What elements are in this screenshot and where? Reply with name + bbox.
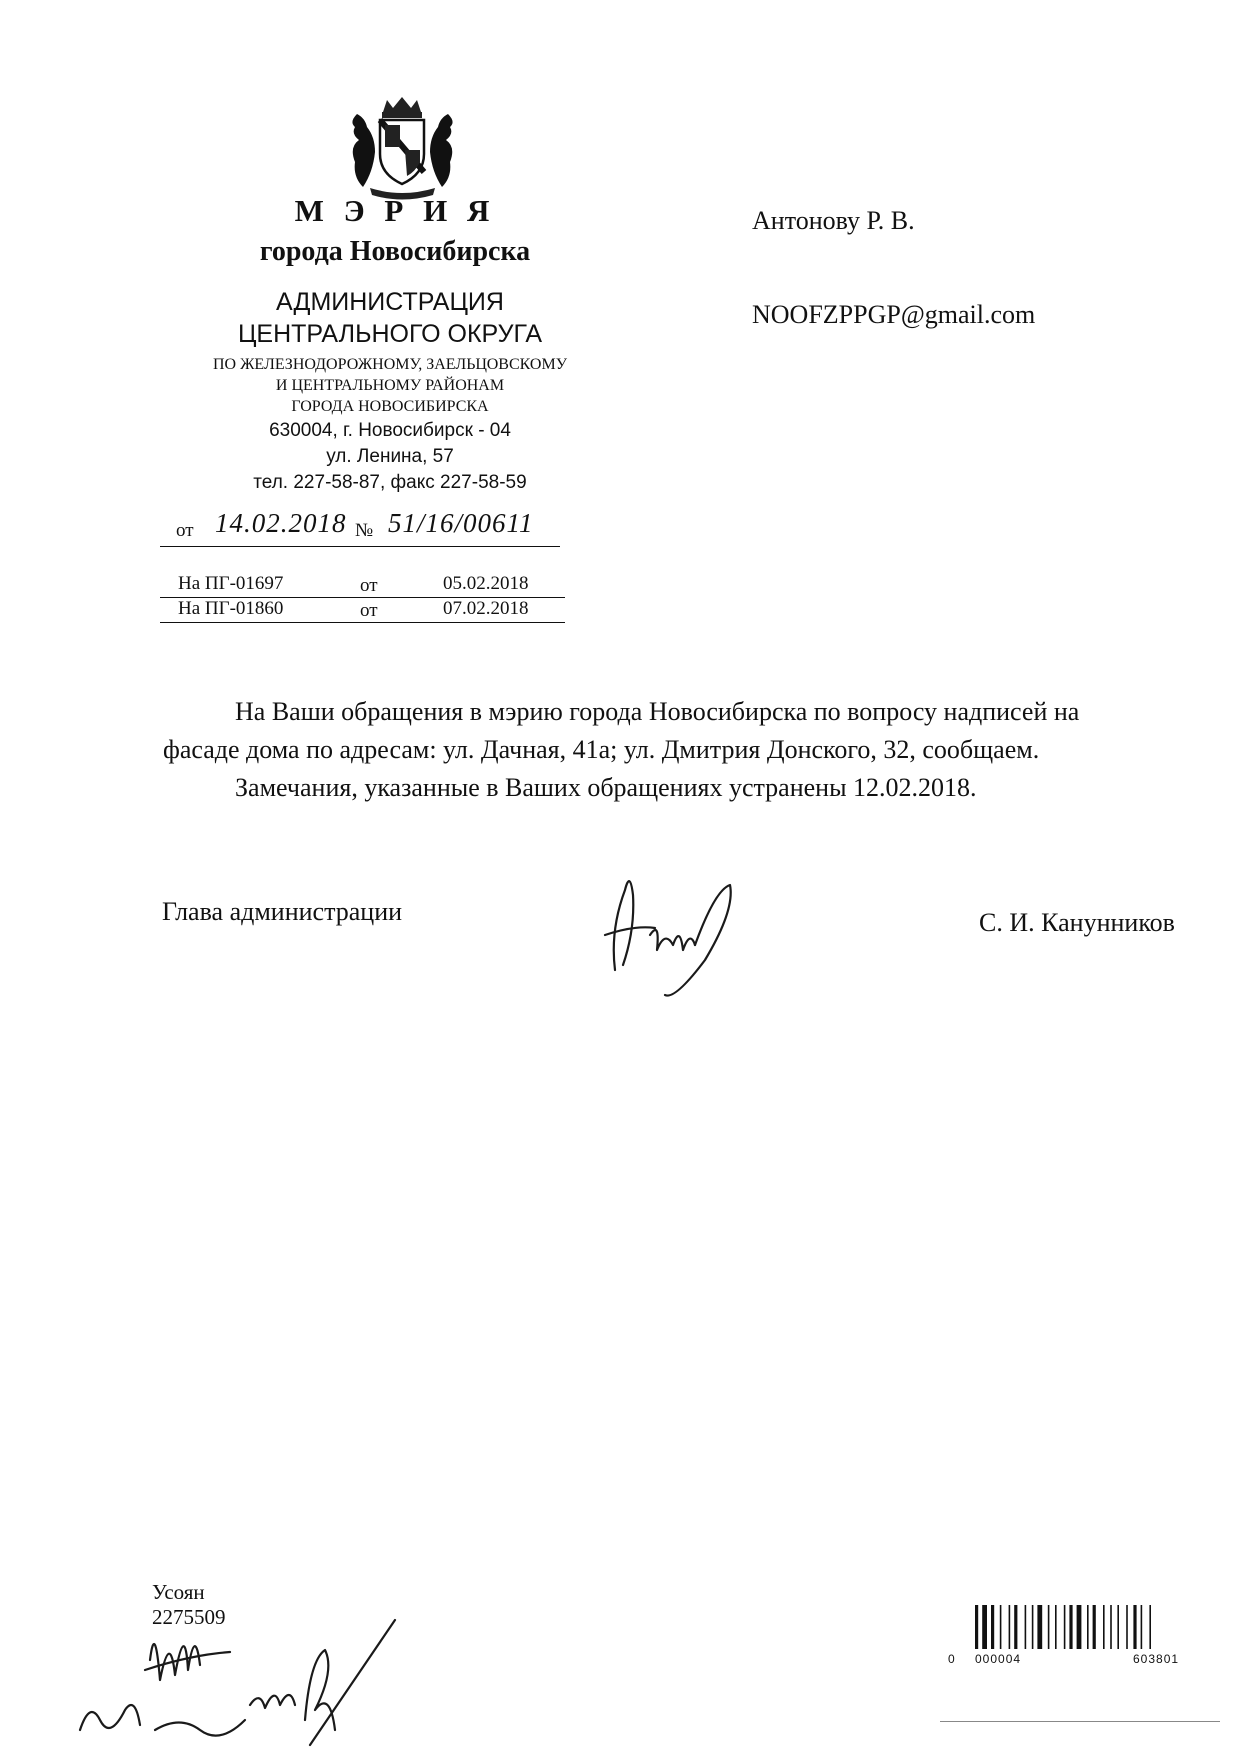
- barcode-digits-mid: 000004: [975, 1652, 1022, 1666]
- organization-title: М Э Р И Я: [294, 193, 496, 228]
- barcode-digits-right: 603801: [1133, 1652, 1180, 1666]
- signer-title: Глава администрации: [162, 897, 403, 926]
- on-request-date: 05.02.2018: [443, 573, 529, 594]
- recipient-email: NOOFZPPGP@gmail.com: [752, 300, 1036, 329]
- executor-phone: 2275509: [152, 1605, 226, 1629]
- body-line-3: Замечания, указанные в Ваших обращениях устранены 12.02.2018.: [235, 773, 977, 802]
- on-request-ot: от: [360, 575, 378, 596]
- executor-name: Усоян: [152, 1580, 205, 1604]
- handwritten-signature-icon: [595, 850, 745, 1000]
- novosibirsk-coat-of-arms-icon: [345, 92, 460, 202]
- on-request-label: На ПГ-01860: [178, 598, 284, 619]
- barcode-digits-left: 0: [948, 1652, 955, 1666]
- letter-body: [163, 693, 1213, 807]
- administration-line-3: ПО ЖЕЛЕЗНОДОРОЖНОМУ, ЗАЕЛЬЦОВСКОМУ: [212, 356, 568, 373]
- address-line-1: 630004, г. Новосибирск - 04: [269, 420, 511, 441]
- administration-line-1: АДМИНИСТРАЦИЯ: [276, 288, 504, 316]
- reference-number-label: №: [355, 520, 374, 541]
- administration-line-2: ЦЕНТРАЛЬНОГО ОКРУГА: [237, 320, 543, 348]
- administration-line-5: ГОРОДА НОВОСИБИРСКА: [291, 398, 489, 415]
- administration-line-4: И ЦЕНТРАЛЬНОМУ РАЙОНАМ: [275, 377, 505, 394]
- reference-ot-label: от: [176, 520, 194, 541]
- on-request-label: На ПГ-01697: [178, 573, 284, 594]
- body-line-2: фасаде дома по адресам: ул. Дачная, 41а; ул. Дмитрия Донского, 32, сообщаем.: [163, 735, 1040, 764]
- address-line-2: ул. Ленина, 57: [326, 446, 454, 467]
- reference-number: 51/16/00611: [388, 508, 534, 538]
- on-request-row: [160, 573, 565, 598]
- footer-rule: [940, 1721, 1220, 1722]
- on-request-date: 07.02.2018: [443, 598, 529, 619]
- organization-city: города Новосибирска: [259, 236, 531, 267]
- reference-date: 14.02.2018: [215, 508, 347, 538]
- body-line-1: На Ваши обращения в мэрию города Новосибирска по вопросу надписей на: [235, 697, 1080, 726]
- on-request-row: [160, 598, 565, 623]
- recipient-name: Антонову Р. В.: [752, 206, 915, 235]
- address-line-3: тел. 227-58-87, факс 227-58-59: [253, 472, 527, 493]
- on-request-ot: от: [360, 600, 378, 621]
- handwritten-initials-icon: [70, 1600, 400, 1750]
- signer-name: С. И. Канунников: [979, 908, 1175, 937]
